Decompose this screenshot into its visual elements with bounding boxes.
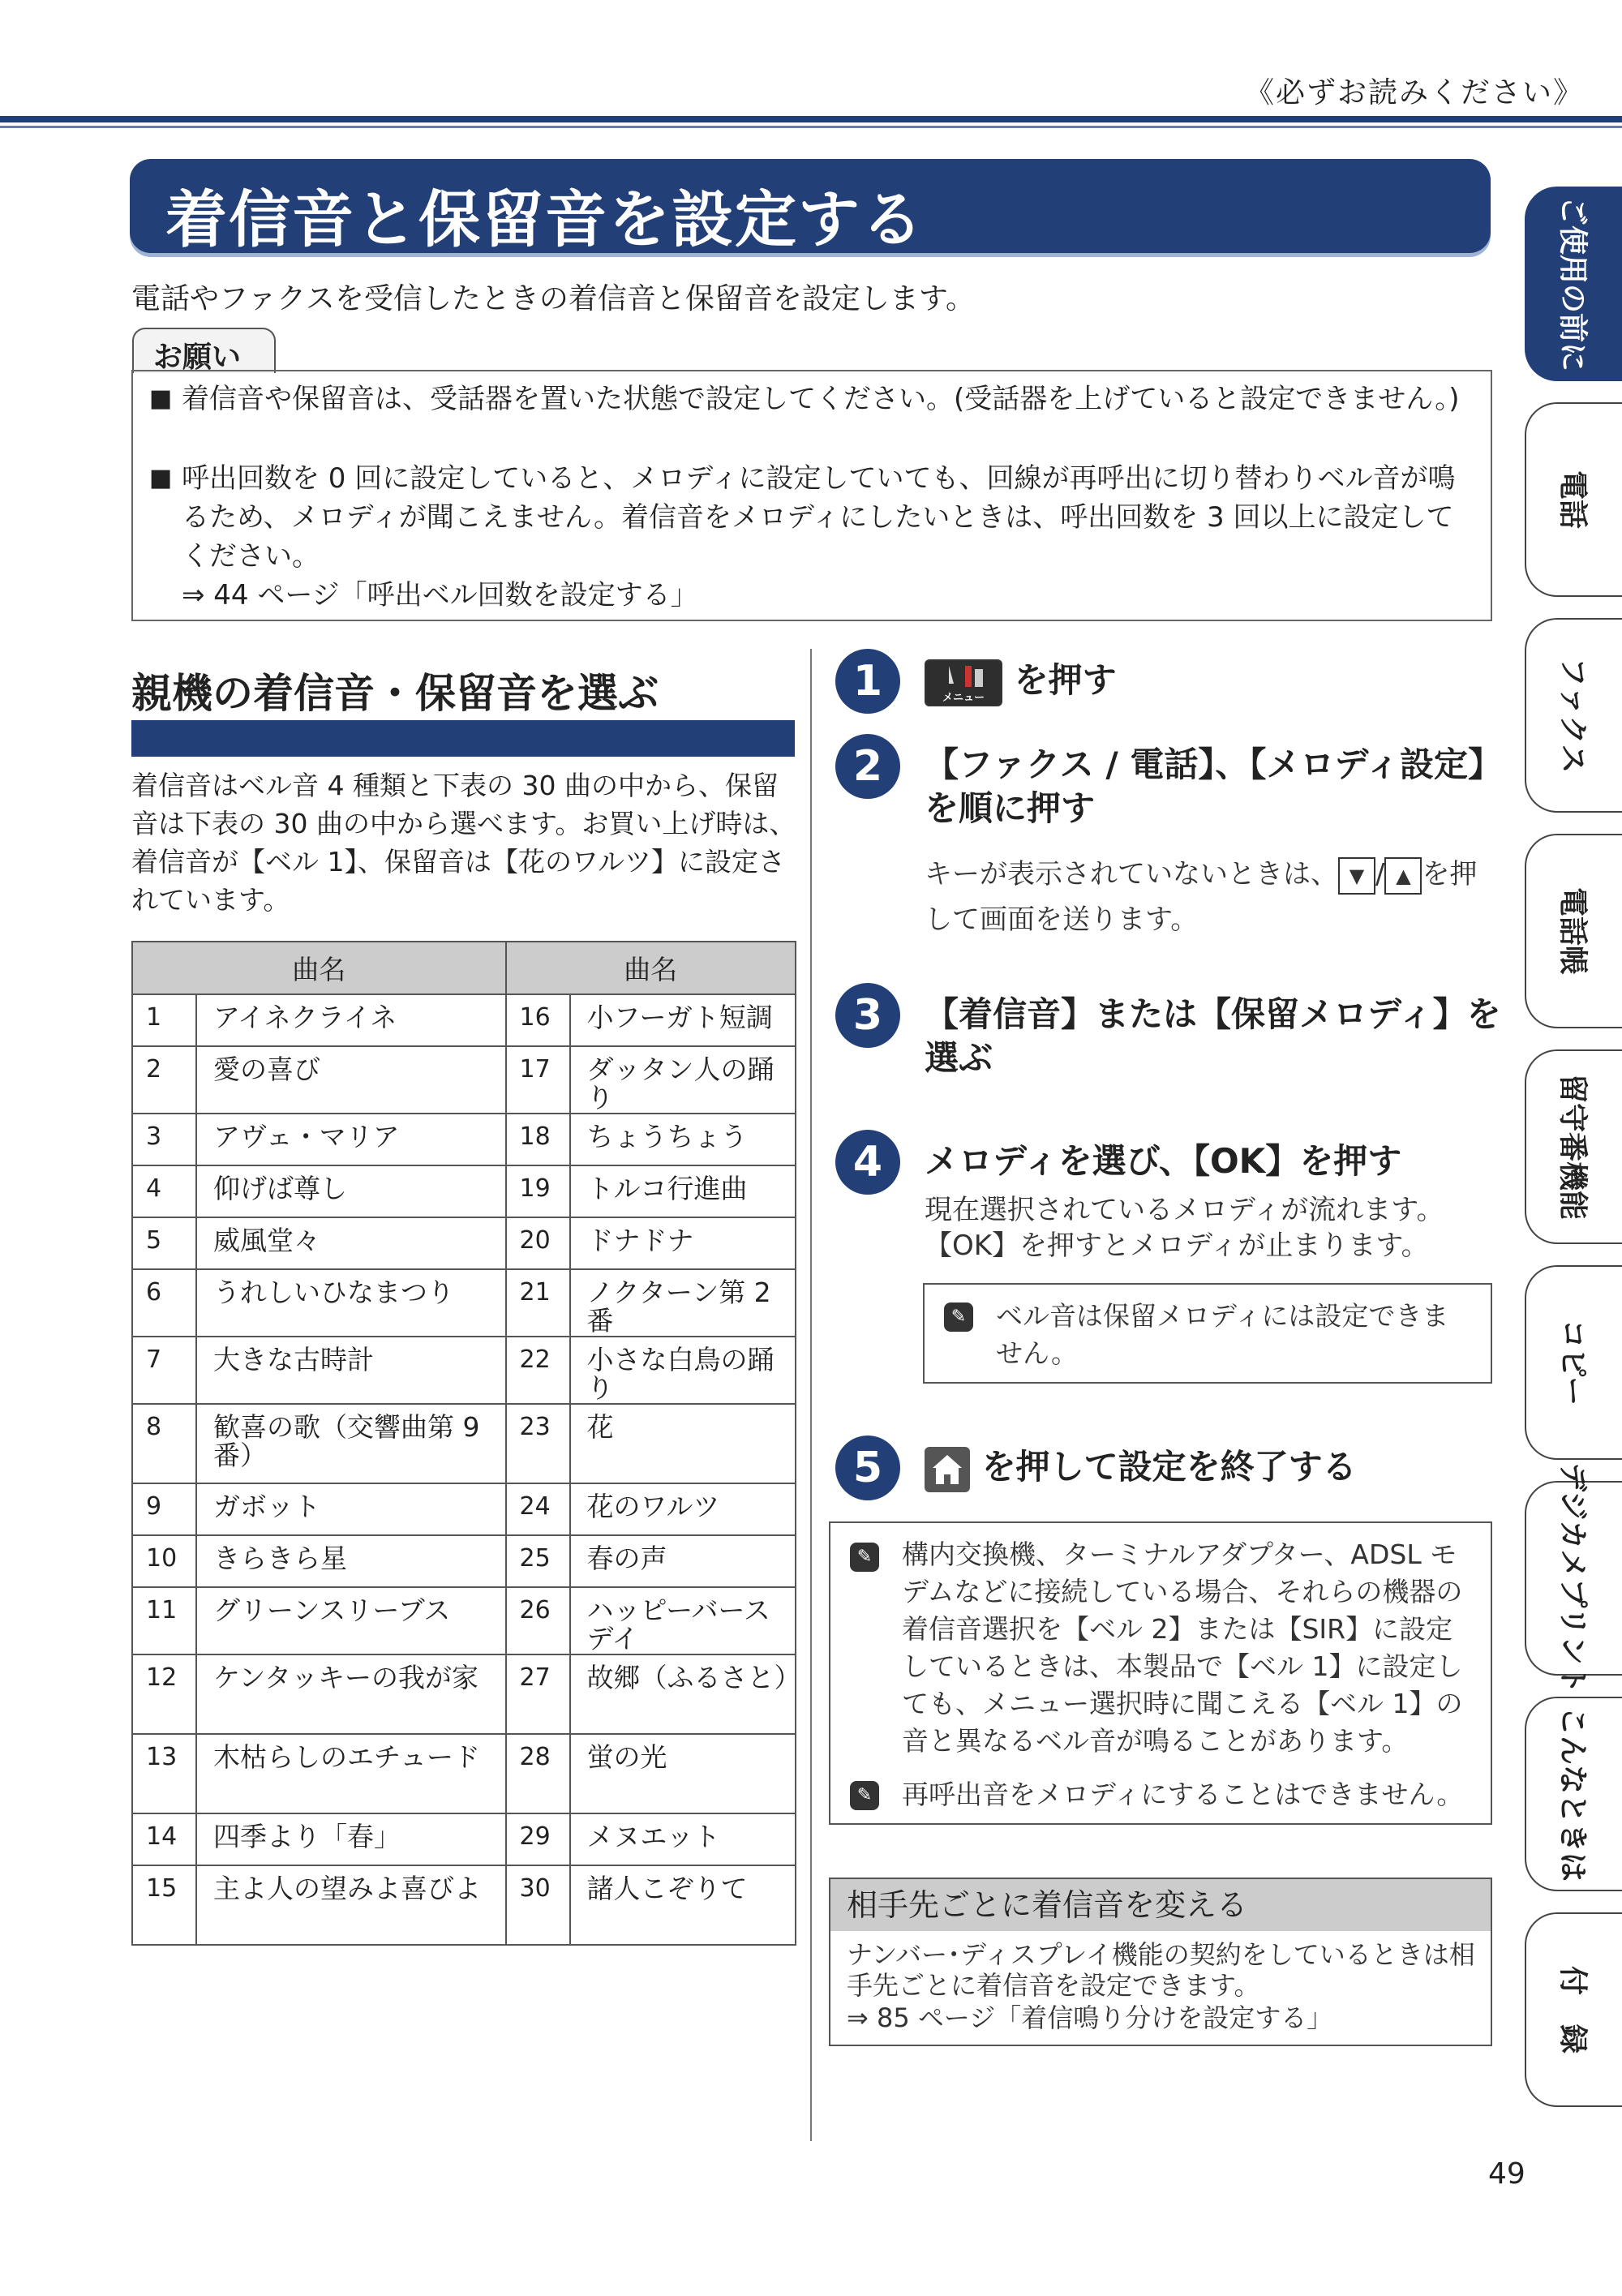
page-title-bar <box>130 159 1491 253</box>
table-row <box>132 1269 796 1337</box>
tab-photo-print[interactable] <box>1525 1462 1622 1694</box>
step-heading <box>925 659 1117 706</box>
song-title: 威風堂々 <box>196 1217 506 1269</box>
tab-label: デジカメプリント <box>1555 1462 1590 1694</box>
song-number: 18 <box>506 1114 570 1165</box>
song-title: 歓喜の歌（交響曲第 9 番） <box>196 1404 506 1483</box>
song-title: 主よ人の望みよ喜びよ <box>196 1865 506 1945</box>
intro-text: 電話やファクスを受信したときの着信音と保留音を設定します。 <box>131 282 976 315</box>
song-title: アイネクライネ <box>196 994 506 1046</box>
song-title: ガボット <box>196 1483 506 1535</box>
table-row <box>132 1535 796 1587</box>
table-row <box>132 1654 796 1734</box>
onegai-item: 着信音や保留音は、受話器を置いた状態で設定してください。(受話器を上げていると設定できません。) <box>182 383 1460 415</box>
table-header: 曲名 <box>506 942 796 994</box>
menu-key-icon <box>925 659 1002 706</box>
table-row <box>132 1114 796 1165</box>
song-number: 5 <box>132 1217 196 1269</box>
per-caller-ref: ⇒ 85 ページ「着信鳴り分けを設定する」 <box>847 2002 1333 2033</box>
table-row <box>132 1165 796 1217</box>
song-title: 花のワルツ <box>570 1483 796 1535</box>
per-caller-title: 相手先ごとに着信音を変える <box>830 1879 1491 1931</box>
onegai-label: お願い <box>153 341 242 374</box>
table-row <box>132 1587 796 1654</box>
tab-label: コピー <box>1555 1319 1590 1406</box>
song-number: 24 <box>506 1483 570 1535</box>
table-row <box>132 1734 796 1813</box>
table-row <box>132 1404 796 1483</box>
song-title: 諸人こぞりて <box>570 1865 796 1945</box>
song-number: 2 <box>132 1046 196 1114</box>
song-number: 26 <box>506 1587 570 1654</box>
table-row <box>132 1865 796 1945</box>
tab-copy[interactable] <box>1525 1265 1622 1460</box>
table-row <box>132 1337 796 1404</box>
song-title: うれしいひなまつり <box>196 1269 506 1337</box>
bullet-mark: ■ <box>149 464 173 492</box>
song-number: 10 <box>132 1535 196 1587</box>
memo-text: 再呼出音をメロディにすることはできません。 <box>902 1779 1464 1810</box>
tab-troubleshooting[interactable] <box>1525 1697 1622 1891</box>
step-body-text: キーが表示されていないときは、 <box>925 858 1338 891</box>
song-number: 30 <box>506 1865 570 1945</box>
step-heading: メロディを選び、【OK】を押す <box>925 1141 1402 1181</box>
song-number: 19 <box>506 1165 570 1217</box>
step-body: 現在選択されているメロディが流れます。【OK】を押すとメロディが止まります。 <box>925 1194 1444 1262</box>
step-body <box>925 852 1492 942</box>
song-title: 大きな古時計 <box>196 1337 506 1404</box>
song-title: グリーンスリーブス <box>196 1587 506 1654</box>
song-title: ケンタッキーの我が家 <box>196 1654 506 1734</box>
memo-text: 構内交換機、ターミナルアダプター、ADSL モデムなどに接続している場合、それらの機器の着信音選択を【ベル 2】または【SIR】に設定しているときは、本製品で【ベル 1】に設定しても、メニュー選択時に聞こえる【ベル 1】の音と異なるベル音が鳴ることがあります。 <box>902 1539 1463 1757</box>
song-number: 1 <box>132 994 196 1046</box>
song-number: 7 <box>132 1337 196 1404</box>
section-text: 着信音はベル音 4 種類と下表の 30 曲の中から、保留音は下表の 30 曲の中から選べます。お買い上げ時は、着信音が【ベル 1】、保留音は【花のワルツ】に設定されています。 <box>131 770 796 916</box>
song-title: 小フーガト短調 <box>570 994 796 1046</box>
onegai-ref: ⇒ 44 ページ「呼出ベル回数を設定する」 <box>182 579 698 612</box>
column-divider <box>810 649 812 2141</box>
step-heading-text: を押して設定を終了する <box>981 1447 1357 1487</box>
table-row <box>132 1046 796 1114</box>
song-number: 27 <box>506 1654 570 1734</box>
tab-label: 付 録 <box>1555 1965 1590 2054</box>
song-number: 25 <box>506 1535 570 1587</box>
step-number: 3 <box>835 983 900 1048</box>
onegai-item: 呼出回数を 0 回に設定していると、メロディに設定していても、回線が再呼出に切り替わりベル音が鳴るため、メロディが聞こえません。着信音をメロディにしたいときは、呼出回数を 3 回以上に設定してください。 <box>182 462 1456 573</box>
per-caller-box <box>829 1878 1492 2046</box>
song-title: ハッピーバースデイ <box>570 1587 796 1654</box>
table-row <box>132 994 796 1046</box>
tab-appendix[interactable] <box>1525 1912 1622 2107</box>
song-title: 木枯らしのエチュード <box>196 1734 506 1813</box>
song-number: 4 <box>132 1165 196 1217</box>
song-number: 20 <box>506 1217 570 1269</box>
song-title: ダッタン人の踊り <box>570 1046 796 1114</box>
step-number: 2 <box>835 734 900 799</box>
step-body-text: を押して画面を送ります。 <box>925 858 1478 936</box>
step-heading-text: を押す <box>1014 660 1117 700</box>
table-row <box>132 1217 796 1269</box>
tab-label: こんなときは <box>1555 1706 1590 1882</box>
header-rule <box>0 116 1622 122</box>
song-number: 9 <box>132 1483 196 1535</box>
per-caller-text: ナンバー･ディスプレイ機能の契約をしているときは相手先ごとに着信音を設定できます。 <box>847 1939 1475 2001</box>
header-rule-thin <box>0 126 1622 128</box>
home-key-icon <box>925 1447 970 1492</box>
song-table <box>131 941 801 1946</box>
song-number: 21 <box>506 1269 570 1337</box>
song-title: メヌエット <box>570 1813 796 1865</box>
memo-icon: ✎ <box>850 1543 879 1572</box>
song-title: 愛の喜び <box>196 1046 506 1114</box>
song-title: ドナドナ <box>570 1217 796 1269</box>
step-heading: 【着信音】または【保留メロディ】を選ぶ <box>925 994 1501 1078</box>
song-title: 蛍の光 <box>570 1734 796 1813</box>
song-number: 3 <box>132 1114 196 1165</box>
page-title: 着信音と保留音を設定する <box>165 183 925 255</box>
song-number: 11 <box>132 1587 196 1654</box>
song-number: 8 <box>132 1404 196 1483</box>
menu-key-label: メニュー <box>942 691 985 704</box>
song-title: 春の声 <box>570 1535 796 1587</box>
memo-icon: ✎ <box>850 1781 879 1810</box>
song-number: 22 <box>506 1337 570 1404</box>
section-title: 親機の着信音・保留音を選ぶ <box>131 670 659 717</box>
song-title: 花 <box>570 1404 796 1483</box>
step-number: 5 <box>835 1436 900 1500</box>
song-number: 17 <box>506 1046 570 1114</box>
song-number: 12 <box>132 1654 196 1734</box>
header-note: 《必ずお読みください》 <box>1245 76 1585 109</box>
tab-label: 電話帳 <box>1555 886 1590 976</box>
tab-label: ご使用の前に <box>1555 195 1590 372</box>
tab-label: 電話 <box>1555 470 1590 530</box>
bullet-mark: ■ <box>149 384 173 413</box>
key-separator: / <box>1375 858 1385 891</box>
onegai-label-tab <box>132 328 276 373</box>
song-number: 29 <box>506 1813 570 1865</box>
chevron-up-icon: ▲ <box>1384 857 1422 895</box>
tab-before-use[interactable] <box>1525 187 1622 381</box>
page-number: 49 <box>1488 2157 1525 2191</box>
onegai-box <box>131 370 1492 621</box>
song-title: ちょうちょう <box>570 1114 796 1165</box>
song-number: 15 <box>132 1865 196 1945</box>
song-number: 6 <box>132 1269 196 1337</box>
song-title: 小さな白鳥の踊り <box>570 1337 796 1404</box>
tab-label: 留守番機能 <box>1555 1073 1590 1221</box>
tab-answering[interactable] <box>1525 1049 1622 1244</box>
note-box <box>923 1283 1492 1384</box>
song-title: アヴェ・マリア <box>196 1114 506 1165</box>
chevron-down-icon: ▼ <box>1338 857 1375 895</box>
tab-fax[interactable] <box>1525 618 1622 813</box>
song-number: 14 <box>132 1813 196 1865</box>
step-heading: 【ファクス / 電話】、【メロディ設定】を順に押す <box>925 745 1502 828</box>
song-number: 23 <box>506 1404 570 1483</box>
tab-label: ファクス <box>1555 657 1590 774</box>
song-title: ノクターン第 2 番 <box>570 1269 796 1337</box>
song-number: 28 <box>506 1734 570 1813</box>
song-title: 四季より「春」 <box>196 1813 506 1865</box>
table-row <box>132 1813 796 1865</box>
song-title: 仰げば尊し <box>196 1165 506 1217</box>
tab-phone[interactable] <box>1525 402 1622 597</box>
section-bar <box>131 720 795 757</box>
song-title: きらきら星 <box>196 1535 506 1587</box>
song-title: トルコ行進曲 <box>570 1165 796 1217</box>
step-number: 4 <box>835 1130 900 1195</box>
memo-box <box>829 1521 1492 1825</box>
table-header: 曲名 <box>132 942 506 994</box>
song-number: 13 <box>132 1734 196 1813</box>
step-heading <box>925 1445 1357 1492</box>
table-row <box>132 1483 796 1535</box>
step-number: 1 <box>835 649 900 714</box>
song-title: 故郷（ふるさと） <box>570 1654 796 1734</box>
song-number: 16 <box>506 994 570 1046</box>
tab-phonebook[interactable] <box>1525 834 1622 1028</box>
memo-icon: ✎ <box>944 1302 973 1332</box>
note-text: ベル音は保留メロディには設定できません。 <box>996 1300 1449 1369</box>
